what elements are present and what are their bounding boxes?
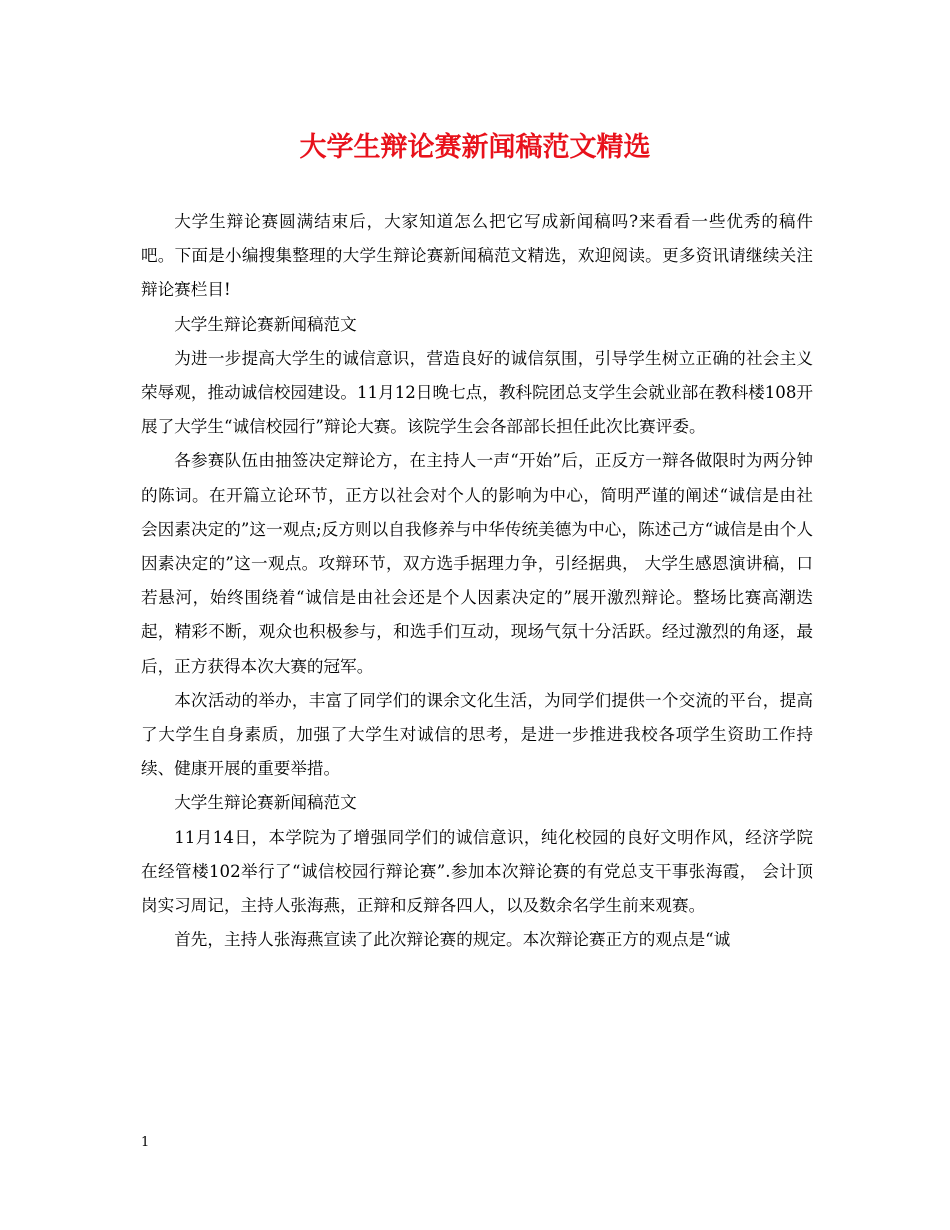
paragraph-4: 11月14日，本学院为了增强同学们的诚信意识，纯化校园的良好文明作风，经济学院在经管楼102举行了“诚信校园行辩论赛”.参加本次辩论赛的有党总支干事张海霞， 会计顶岗实习周记，主持人张海燕，正辩和反辩各四人，以及数余名学生前来观赛。 [141,827,813,916]
paragraph-intro: 大学生辩论赛圆满结束后，大家知道怎么把它写成新闻稿吗?来看看一些优秀的稿件吧。下面是小编搜集整理的大学生辩论赛新闻稿范文精选，欢迎阅读。更多资讯请继续关注辩论赛栏目! [141,212,813,300]
paragraph-3: 本次活动的举办，丰富了同学们的课余文化生活，为同学们提供一个交流的平台，提高了大学生自身素质，加强了大学生对诚信的思考，是进一步推进我校各项学生资助工作持续、健康开展的重要举措。 [141,690,813,779]
paragraph-5: 首先，主持人张海燕宣读了此次辩论赛的规定。本次辩论赛正方的观点是“诚 [174,930,731,950]
page-number: 1 [141,1135,150,1150]
paragraph-2: 各参赛队伍由抽签决定辩论方，在主持人一声“开始”后，正反方一辩各做限时为两分钟的陈词。在开篇立论环节，正方以社会对个人的影响为中心，简明严谨的阐述“诚信是由社会因素决定的”这一观点;反方则以自我修养与中华传统美德为中心，陈述己方“诚信是由个人因素决定的”这一观点。攻辩环节，双方选手据理力争，引经据典， 大学生感恩演讲稿，口若悬河，始终围绕着“诚信是由社会还是个人因素决定的”展开激烈辩论。整场比赛高潮迭起，精彩不断，观众也积极参与，和选手们互动，现场气氛十分活跃。经过激烈的角逐，最后，正方获得本次大赛的冠军。 [141,451,813,676]
paragraph-1: 为进一步提高大学生的诚信意识，营造良好的诚信氛围，引导学生树立正确的社会主义荣辱观，推动诚信校园建设。11月12日晚七点，教科院团总支学生会就业部在教科楼108开展了大学生“诚信校园行”辩论大赛。该院学生会各部部长担任此次比赛评委。 [141,348,813,437]
paragraph-subheading-2: 大学生辩论赛新闻稿范文 [174,793,357,813]
document-body [141,205,813,957]
paragraph-subheading-1: 大学生辩论赛新闻稿范文 [174,314,357,334]
document-title: 大学生辩论赛新闻稿范文精选 [299,132,651,163]
